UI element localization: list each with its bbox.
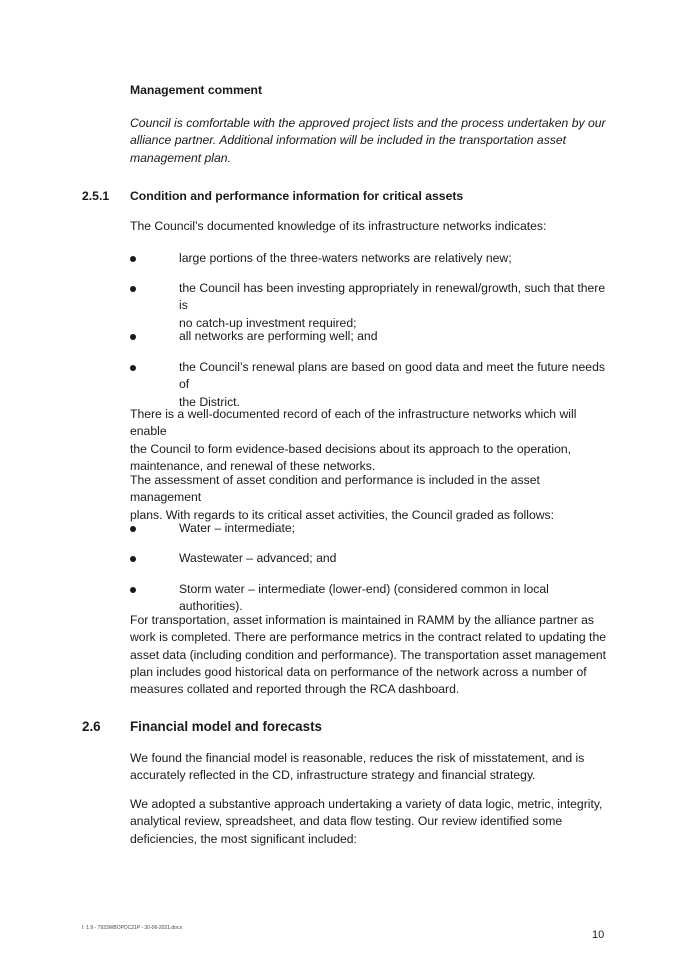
- bullet-icon: [130, 526, 136, 532]
- bullet-item: the Council’s renewal plans are based on good data and meet the future needs of the District.: [179, 360, 605, 409]
- management-comment-heading: Management comment: [130, 83, 263, 97]
- bullet-item: the Council has been investing appropriately in renewal/growth, such that there is no catch-up investment required;: [179, 281, 606, 330]
- section-intro: The Council’s documented knowledge of its infrastructure networks indicates:: [130, 219, 547, 233]
- bullet-icon: [130, 587, 136, 593]
- grade-item-water: Water – intermediate;: [179, 521, 296, 535]
- bullet-icon: [130, 556, 136, 562]
- bullet-icon: [130, 365, 136, 371]
- bullet-icon: [130, 286, 136, 292]
- grade-item-stormwater: Storm water – intermediate (lower-end) (considered common in local authorities).: [179, 582, 549, 614]
- page-number: 10: [592, 929, 605, 941]
- grade-item-wastewater: Wastewater – advanced; and: [179, 551, 337, 565]
- paragraph-substantive-approach: We adopted a substantive approach undertaking a variety of data logic, metric, integrity, analytical review, spreadsheet, and data flow testing. Our review identified some deficiencies, the most significant included:: [130, 797, 603, 846]
- section-title-2-5-1: Condition and performance information for critical assets: [130, 189, 464, 203]
- section-number-2-6: 2.6: [82, 719, 101, 734]
- paragraph-transportation: For transportation, asset information is maintained in RAMM by the alliance partner as work is completed. There are performance metrics in the contract related to updating the asset data (including condition and performance). The transportation asset management plan includes good historical data on performance of the network across a number of measures collated and reported through the RCA dashboard.: [130, 613, 607, 697]
- management-comment-text: Council is comfortable with the approved project lists and the process undertaken by our alliance partner. Additional information will be included in the transportation asset management plan.: [130, 116, 606, 165]
- bullet-icon: [130, 334, 136, 340]
- section-number-2-5-1: 2.5.1: [82, 189, 110, 203]
- bullet-item: all networks are performing well; and: [179, 329, 378, 343]
- bullet-item: large portions of the three-waters networks are relatively new;: [179, 251, 512, 265]
- footer-document-code: I: 1.9 - 7933WBOPDC21P - 30-06-2021.docx: [82, 925, 182, 931]
- paragraph-infrastructure-record: There is a well-documented record of each of the infrastructure networks which will enable the Council to form evidence-based decisions about its approach to the operation, maintenance, and renewal of these networks.: [130, 407, 577, 473]
- section-title-2-6: Financial model and forecasts: [130, 719, 322, 734]
- paragraph-financial-model: We found the financial model is reasonable, reduces the risk of misstatement, and is accurately reflected in the CD, infrastructure strategy and financial strategy.: [130, 751, 585, 783]
- bullet-icon: [130, 256, 136, 262]
- paragraph-asset-assessment: The assessment of asset condition and performance is included in the asset management plans. With regards to its critical asset activities, the Council graded as follows:: [130, 473, 555, 522]
